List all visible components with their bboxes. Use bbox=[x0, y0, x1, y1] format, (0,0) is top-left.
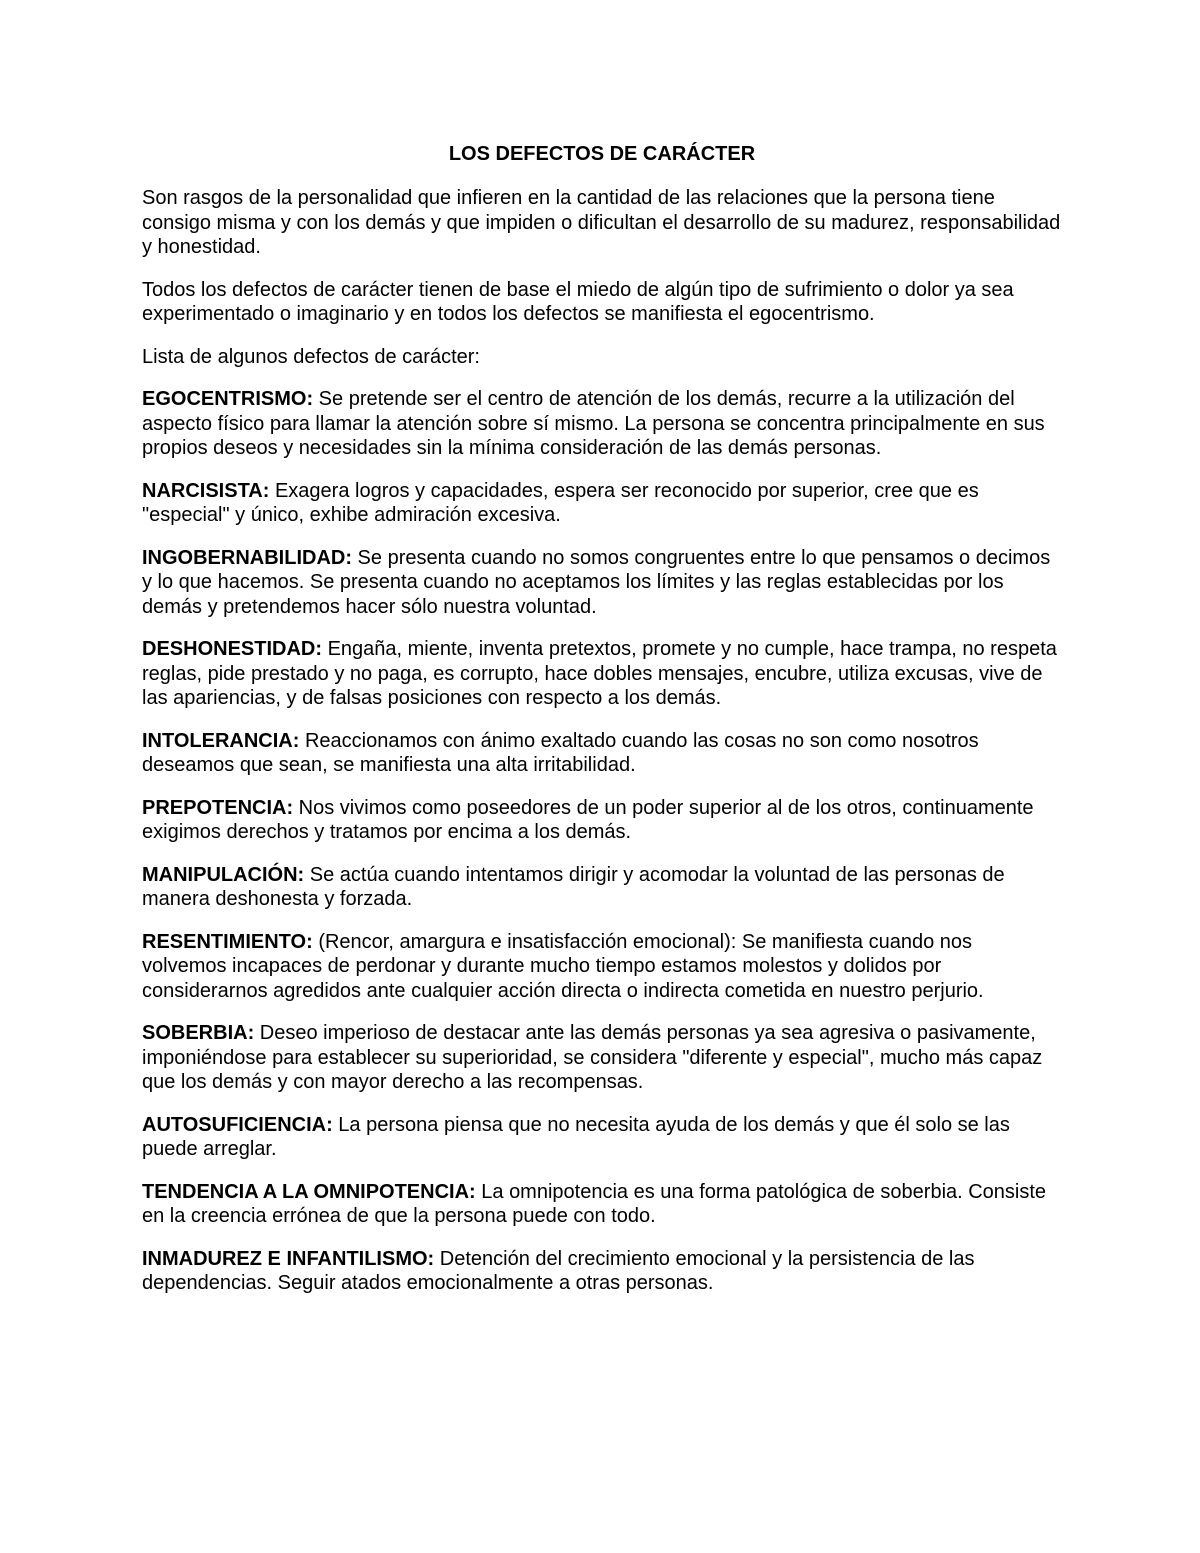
defect-term: INMADUREZ E INFANTILISMO: bbox=[142, 1247, 435, 1270]
defect-narcisista bbox=[142, 479, 1062, 528]
defect-description: Se pretende ser el centro de atención de los demás, recurre a la utilización del aspecto físico para llamar la atención sobre sí mismo. La persona se concentra principalmente en sus propios deseos y necesidades sin la mínima consideración de las demás personas. bbox=[142, 388, 1045, 459]
defect-description: Deseo imperioso de destacar ante las demás personas ya sea agresiva o pasivamente, imponiéndose para establecer su superioridad, se considera "diferente y especial", mucho más capaz que los demás y con mayor derecho a las recompensas. bbox=[142, 1022, 1043, 1093]
defect-manipulacion bbox=[142, 863, 1062, 912]
defect-autosuficiencia bbox=[142, 1113, 1062, 1162]
defect-term: NARCISISTA: bbox=[142, 479, 270, 502]
defect-description: Detención del crecimiento emocional y la persistencia de las dependencias. Seguir atados emocionalmente a otras personas. bbox=[142, 1247, 975, 1294]
defect-description: Se actúa cuando intentamos dirigir y acomodar la voluntad de las personas de manera deshonesta y forzada. bbox=[142, 863, 1005, 910]
defect-description: Nos vivimos como poseedores de un poder superior al de los otros, continuamente exigimos derechos y tratamos por encima a los demás. bbox=[142, 796, 1034, 843]
defect-omnipotencia bbox=[142, 1180, 1062, 1229]
defect-intolerancia bbox=[142, 729, 1062, 778]
defect-term: EGOCENTRISMO: bbox=[142, 388, 314, 410]
document-page bbox=[142, 140, 1062, 1314]
defect-description: Se presenta cuando no somos congruentes entre lo que pensamos o decimos y lo que hacemos. Se presenta cuando no aceptamos los límites y las reglas establecidas por los demás y pretendemos hacer sólo nuestra voluntad. bbox=[142, 546, 1051, 618]
defect-resentimiento bbox=[142, 930, 1062, 1004]
defect-description: Reaccionamos con ánimo exaltado cuando las cosas no son como nosotros deseamos que sean, se manifiesta una alta irritabilidad. bbox=[142, 729, 979, 776]
defect-term: MANIPULACIÓN: bbox=[142, 863, 305, 886]
intro-paragraph: Son rasgos de la personalidad que infieren en la cantidad de las relaciones que la persona tiene consigo misma y con los demás y que impiden o dificultan el desarrollo de su madurez, responsabilidad y honestidad. bbox=[142, 187, 1061, 258]
defect-description: La persona piensa que no necesita ayuda de los demás y que él solo se las puede arreglar. bbox=[142, 1113, 1010, 1160]
defect-description: Engaña, miente, inventa pretextos, promete y no cumple, hace trampa, no respeta reglas, pide prestado y no paga, es corrupto, hace dobles mensajes, encubre, utiliza excusas, vive de las apariencias, y de falsas posiciones con respecto a los demás. bbox=[142, 638, 1057, 709]
defect-term: TENDENCIA A LA OMNIPOTENCIA: bbox=[142, 1180, 476, 1203]
defect-prepotencia bbox=[142, 796, 1062, 845]
defect-deshonestidad bbox=[142, 637, 1062, 711]
defect-term: DESHONESTIDAD: bbox=[142, 638, 323, 660]
defect-term: INTOLERANCIA: bbox=[142, 729, 300, 752]
defect-term: RESENTIMIENTO: bbox=[142, 930, 313, 953]
defect-term: PREPOTENCIA: bbox=[142, 796, 294, 819]
page-title: LOS DEFECTOS DE CARÁCTER bbox=[448, 143, 756, 165]
intro-paragraph: Todos los defectos de carácter tienen de base el miedo de algún tipo de sufrimiento o dolor ya sea experimentado o imaginario y en todos los defectos se manifiesta el egocentrismo. bbox=[142, 278, 1014, 325]
defect-term: INGOBERNABILIDAD: bbox=[142, 546, 352, 569]
defect-description: Exagera logros y capacidades, espera ser reconocido por superior, cree que es "especial" y único, exhibe admiración excesiva. bbox=[142, 479, 979, 526]
defect-soberbia bbox=[142, 1021, 1062, 1095]
defect-term: SOBERBIA: bbox=[142, 1022, 255, 1044]
defect-description: (Rencor, amargura e insatisfacción emocional): Se manifiesta cuando nos volvemos incapaces de perdonar y durante mucho tiempo estamos molestos y dolidos por considerarnos agredidos ante cualquier acción directa o indirecta cometida en nuestro perjurio. bbox=[142, 930, 984, 1002]
defect-egocentrismo bbox=[142, 387, 1062, 461]
defect-description: La omnipotencia es una forma patológica de soberbia. Consiste en la creencia errónea de que la persona puede con todo. bbox=[142, 1180, 1047, 1227]
defect-inmadurez bbox=[142, 1247, 1062, 1296]
list-intro: Lista de algunos defectos de carácter: bbox=[142, 345, 480, 368]
defect-ingobernabilidad bbox=[142, 546, 1062, 620]
defect-term: AUTOSUFICIENCIA: bbox=[142, 1113, 333, 1136]
